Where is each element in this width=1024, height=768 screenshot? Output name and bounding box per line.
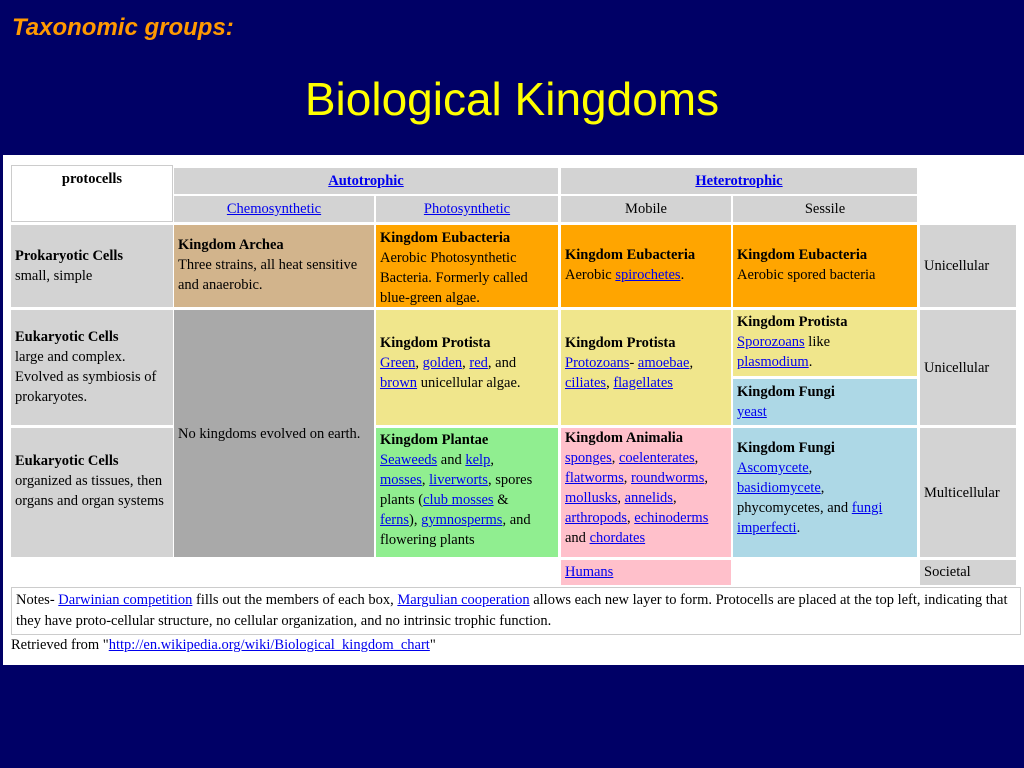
- coelenterates-link[interactable]: coelenterates: [618, 450, 695, 466]
- spirochetes-link[interactable]: spirochetes: [615, 267, 681, 283]
- seaweeds-link[interactable]: Seaweeds: [380, 452, 438, 468]
- row4-cell-type: Societal: [920, 560, 1016, 585]
- ascomycete-link[interactable]: Ascomycete: [737, 460, 809, 476]
- chemosynthetic-header: [174, 196, 374, 222]
- notes-box: Notes- Darwinian competition fills out the members of each box, Margulian cooperation allows each new layer to form. Protocells are placed at the top left, indicating that they have proto-cellular structure, no cellular organization, and no intrinsic trophic function.: [11, 587, 1021, 635]
- protista-mobile-cell: Kingdom Protista Protozoans- amoebae, ciliates, flagellates: [561, 310, 731, 425]
- eubacteria-sessile-cell: Kingdom Eubacteria Aerobic spored bacteria: [733, 225, 917, 307]
- row1-cell-type: Unicellular: [920, 225, 1016, 307]
- slide-title: Biological Kingdoms: [304, 73, 720, 125]
- mollusks-link[interactable]: mollusks: [565, 490, 618, 506]
- plantae-cell: Kingdom Plantae Seaweeds and kelp, mosses, liverworts, spores plants (club mosses & ferns), gymnosperms, and flowering plants: [376, 428, 558, 557]
- protista-sessile-cell: Kingdom Protista Sporozoans like plasmodium.: [733, 310, 917, 376]
- kelp-link[interactable]: kelp: [465, 452, 491, 468]
- gymnosperms-link[interactable]: gymnosperms: [421, 512, 503, 528]
- fungi-unicellular-cell: Kingdom Fungi yeast: [733, 379, 917, 425]
- eukaryotic-multicellular-label: Eukaryotic Cells organized as tissues, then organs and organ systems: [11, 428, 173, 557]
- flatworms-link[interactable]: flatworms: [565, 470, 624, 486]
- autotrophic-header: [174, 168, 558, 194]
- arthropods-link[interactable]: arthropods: [565, 510, 628, 526]
- roundworms-link[interactable]: roundworms: [631, 470, 705, 486]
- club-mosses-link[interactable]: club mosses: [423, 492, 494, 508]
- annelids-link[interactable]: annelids: [624, 490, 673, 506]
- retrieved-from: Retrieved from "http://en.wikipedia.org/wiki/Biological_kingdom_chart": [11, 637, 436, 653]
- brown-link[interactable]: brown: [380, 375, 418, 391]
- source-url-link[interactable]: http://en.wikipedia.org/wiki/Biological_kingdom_chart: [108, 637, 430, 653]
- echinoderms-link[interactable]: echinoderms: [634, 510, 709, 526]
- animalia-cell: Kingdom Animalia sponges, coelenterates, flatworms, roundworms, mollusks, annelids, arthropods, echinoderms and chordates: [561, 428, 731, 557]
- margulian-cooperation-link[interactable]: Margulian cooperation: [397, 592, 530, 608]
- humans-cell: [561, 560, 731, 585]
- darwinian-competition-link[interactable]: Darwinian competition: [58, 592, 193, 608]
- fungi-imperfecti-link[interactable]: fungi imperfecti: [737, 500, 883, 536]
- ferns-link[interactable]: ferns: [380, 512, 409, 528]
- chemosynthetic-link[interactable]: Chemosynthetic: [226, 201, 322, 217]
- mobile-header: Mobile: [561, 196, 731, 222]
- humans-link[interactable]: Humans: [565, 564, 614, 580]
- protista-photosynthetic-cell: Kingdom Protista Green, golden, red, and brown unicellular algae.: [376, 310, 558, 425]
- red-link[interactable]: red: [469, 355, 488, 371]
- sponges-link[interactable]: sponges: [565, 450, 612, 466]
- flagellates-link[interactable]: flagellates: [613, 375, 673, 391]
- row3-cell-type: Multicellular: [920, 428, 1016, 557]
- eubacteria-mobile-cell: Kingdom Eubacteria Aerobic spirochetes.: [561, 225, 731, 307]
- no-kingdoms-cell: No kingdoms evolved on earth.: [174, 310, 374, 557]
- yeast-link[interactable]: yeast: [737, 404, 767, 420]
- amoebae-link[interactable]: amoebae: [637, 355, 690, 371]
- heterotrophic-header: [561, 168, 917, 194]
- row2-cell-type: Unicellular: [920, 310, 1016, 425]
- heterotrophic-link[interactable]: Heterotrophic: [695, 173, 783, 189]
- mosses-link[interactable]: mosses: [380, 472, 422, 488]
- autotrophic-link[interactable]: Autotrophic: [328, 173, 404, 189]
- kingdom-archea-cell: Kingdom Archea Three strains, all heat sensitive and anaerobic.: [174, 225, 374, 307]
- chordates-link[interactable]: chordates: [589, 530, 646, 546]
- green-link[interactable]: Green: [380, 355, 416, 371]
- photosynthetic-link[interactable]: Photosynthetic: [423, 201, 511, 217]
- photosynthetic-header: [376, 196, 558, 222]
- eubacteria-photosynthetic-cell: Kingdom Eubacteria Aerobic Photosynthetic Bacteria. Formerly called blue-green algae.: [376, 225, 558, 307]
- sporozoans-link[interactable]: Sporozoans: [737, 334, 805, 350]
- plasmodium-link[interactable]: plasmodium: [737, 354, 809, 370]
- fungi-multicellular-cell: Kingdom Fungi Ascomycete, basidiomycete, phycomycetes, and fungi imperfecti.: [733, 428, 917, 557]
- sessile-header: Sessile: [733, 196, 917, 222]
- slide-subtitle: Taxonomic groups:: [12, 14, 234, 41]
- liverworts-link[interactable]: liverworts: [429, 472, 488, 488]
- basidiomycete-link[interactable]: basidiomycete: [737, 480, 821, 496]
- ciliates-link[interactable]: ciliates: [565, 375, 607, 391]
- golden-link[interactable]: golden: [422, 355, 463, 371]
- protocells-cell: protocells: [11, 165, 173, 222]
- prokaryotic-label: Prokaryotic Cells small, simple: [11, 225, 173, 307]
- kingdom-chart-screenshot: [3, 155, 1024, 665]
- protozoans-link[interactable]: Protozoans: [565, 355, 630, 371]
- eukaryotic-unicellular-label: Eukaryotic Cells large and complex. Evolved as symbiosis of prokaryotes.: [11, 310, 173, 425]
